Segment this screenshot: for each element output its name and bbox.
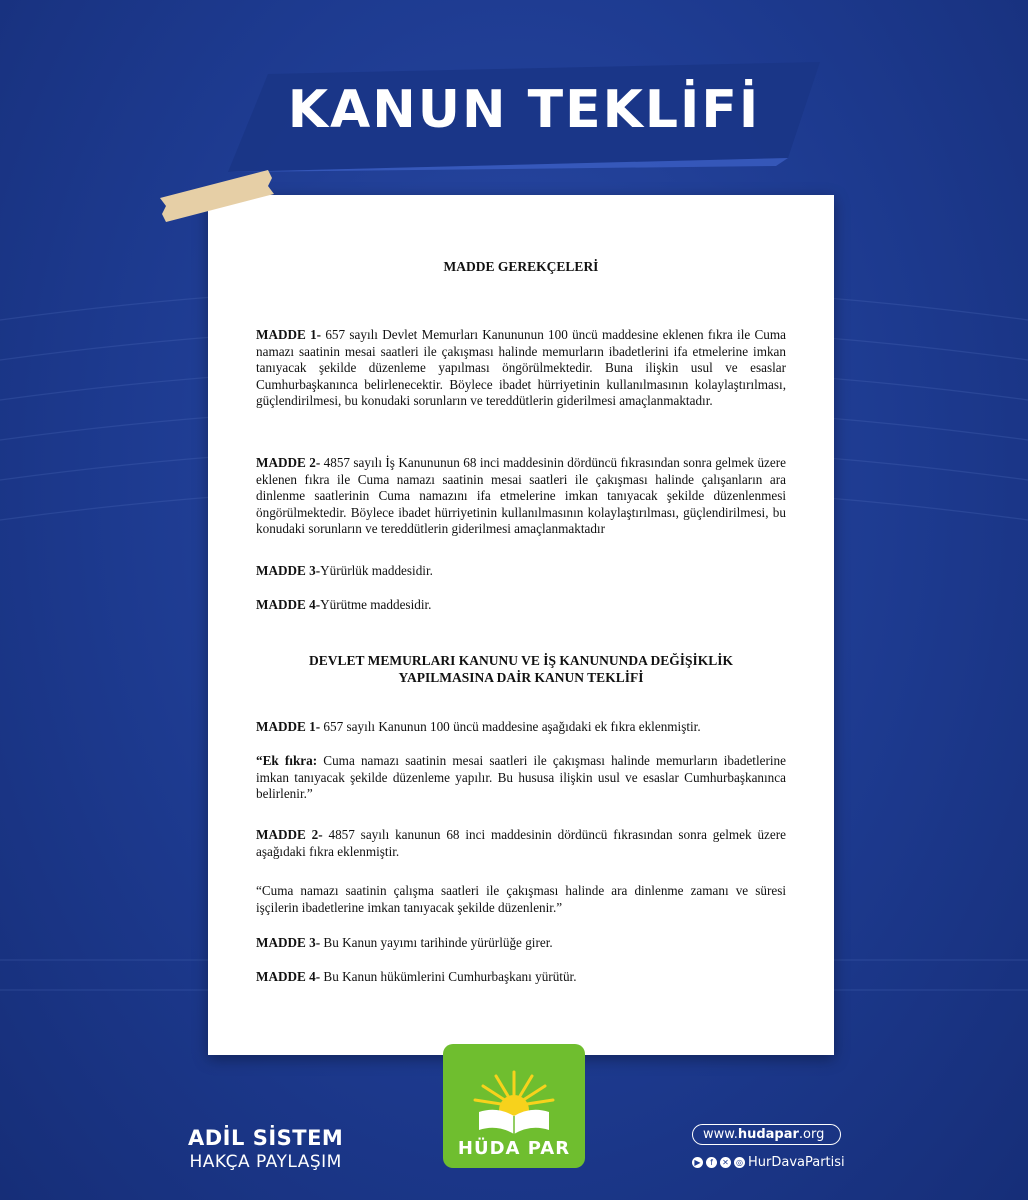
article-text: 4857 sayılı kanunun 68 inci maddesinin dördüncü fıkrasından sonra gelmek üzere aşağıdaki fıkra eklenmiştir.	[256, 827, 786, 859]
proposal-heading-line-1: DEVLET MEMURLARI KANUNU VE İŞ KANUNUNDA DEĞİŞİKLİK	[308, 653, 734, 668]
article-label: “Ek fıkra:	[256, 753, 318, 768]
title-banner	[228, 62, 820, 172]
rationale-heading: MADDE GEREKÇELERİ	[443, 259, 599, 274]
proposal-article-1	[256, 719, 786, 736]
rationale-article-1	[256, 327, 786, 410]
banner-title: KANUN TEKLİFİ	[287, 80, 761, 140]
social-row	[692, 1155, 845, 1170]
article-text: “Cuma namazı saatinin çalışma saatleri ile çakışması halinde ara dinlenme zamanı ve süresi işçilerin ibadetlerine imkan tanıyacak şekilde düzenlenir.”	[256, 883, 786, 915]
article-label: MADDE 3-	[256, 935, 321, 950]
article-text: 4857 sayılı İş Kanununun 68 inci maddesinin dördüncü fıkrasından sonra gelmek üzere eklenen fıkra ile Cuma namazı saatinin mesai saatleri ile çakışması halinde çalışanların ara dinlenme saatlerinin Cuma namazını ifa etmelerine imkan tanıyacak şekilde düzenlenmesi öngörülmektedir. Böylece ibadet hürriyetinin kullanılmasının kolaylaştırılması, güçlendirilmesi, bu konudaki sorunların ve tereddütlerin giderilmesi amaçlanmaktadır	[256, 455, 786, 536]
proposal-quoted-clause	[256, 883, 786, 916]
article-label: MADDE 4-	[256, 969, 321, 984]
url-suffix: .org	[798, 1127, 825, 1142]
rationale-article-3	[256, 563, 786, 580]
proposal-article-2	[256, 827, 786, 860]
article-text: Bu Kanun hükümlerini Cumhurbaşkanı yürütür.	[320, 969, 577, 984]
facebook-icon[interactable]: f	[706, 1157, 717, 1168]
article-label: MADDE 4-	[256, 597, 321, 612]
x-icon[interactable]: ✕	[720, 1157, 731, 1168]
document-body	[256, 195, 786, 1055]
url-domain: hudapar	[737, 1127, 799, 1142]
slogan-line-2: HAKÇA PAYLAŞIM	[189, 1152, 342, 1172]
rationale-article-4	[256, 597, 786, 614]
slogan-line-1: ADİL SİSTEM	[188, 1126, 344, 1150]
article-label: MADDE 1-	[256, 719, 321, 734]
article-text: 657 sayılı Devlet Memurları Kanununun 100 üncü maddesine eklenen fıkra ile Cuma namazı saatinin mesai saatleri ile çakışması halinde memurların ibadetlerini ifa etmelerine imkan tanıyacak şekilde düzenleme yapılması öngörülmektedir. Buna ilişkin usul ve esaslar Cumhurbaşkanınca belirlenecektir. Böylece ibadet hürriyetinin kullanılmasının kolaylaştırılması, güçlendirilmesi, bu konudaki sorunların ve tereddütlerin giderilmesi amaçlanmaktadır.	[256, 327, 786, 408]
article-text: Yürütme maddesidir.	[320, 597, 432, 612]
proposal-added-clause	[256, 753, 786, 803]
url-prefix: www.	[703, 1127, 738, 1142]
tape-icon	[156, 168, 278, 222]
website-link[interactable]	[692, 1124, 841, 1145]
document-page	[208, 195, 834, 1055]
slogan	[188, 1126, 343, 1172]
rationale-article-2	[256, 455, 786, 538]
article-text: 657 sayılı Kanunun 100 üncü maddesine aşağıdaki ek fıkra eklenmiştir.	[320, 719, 701, 734]
article-text: Cuma namazı saatinin mesai saatleri ile çakışması halinde memurların ibadetlerine imkan tanıyacak şekilde düzenleme yapılır. Bu hususa ilişkin usul ve esaslar Cumhurbaşkanınca belirlenir.”	[256, 753, 786, 801]
proposal-article-4	[256, 969, 786, 986]
article-label: MADDE 3-	[256, 563, 321, 578]
social-handle[interactable]: HurDavaPartisi	[748, 1155, 845, 1170]
youtube-icon[interactable]: ▶	[692, 1157, 703, 1168]
article-label: MADDE 1-	[256, 327, 322, 342]
article-label: MADDE 2-	[256, 455, 321, 470]
article-text: Bu Kanun yayımı tarihinde yürürlüğe girer.	[320, 935, 553, 950]
proposal-article-3	[256, 935, 786, 952]
article-text: Yürürlük maddesidir.	[320, 563, 433, 578]
article-label: MADDE 2-	[256, 827, 323, 842]
party-logo	[443, 1044, 585, 1168]
proposal-heading-line-2: YAPILMASINA DAİR KANUN TEKLİFİ	[398, 670, 644, 685]
logo-name: HÜDA PAR	[457, 1138, 571, 1159]
contact-info	[692, 1124, 845, 1170]
instagram-icon[interactable]: ◎	[734, 1157, 745, 1168]
